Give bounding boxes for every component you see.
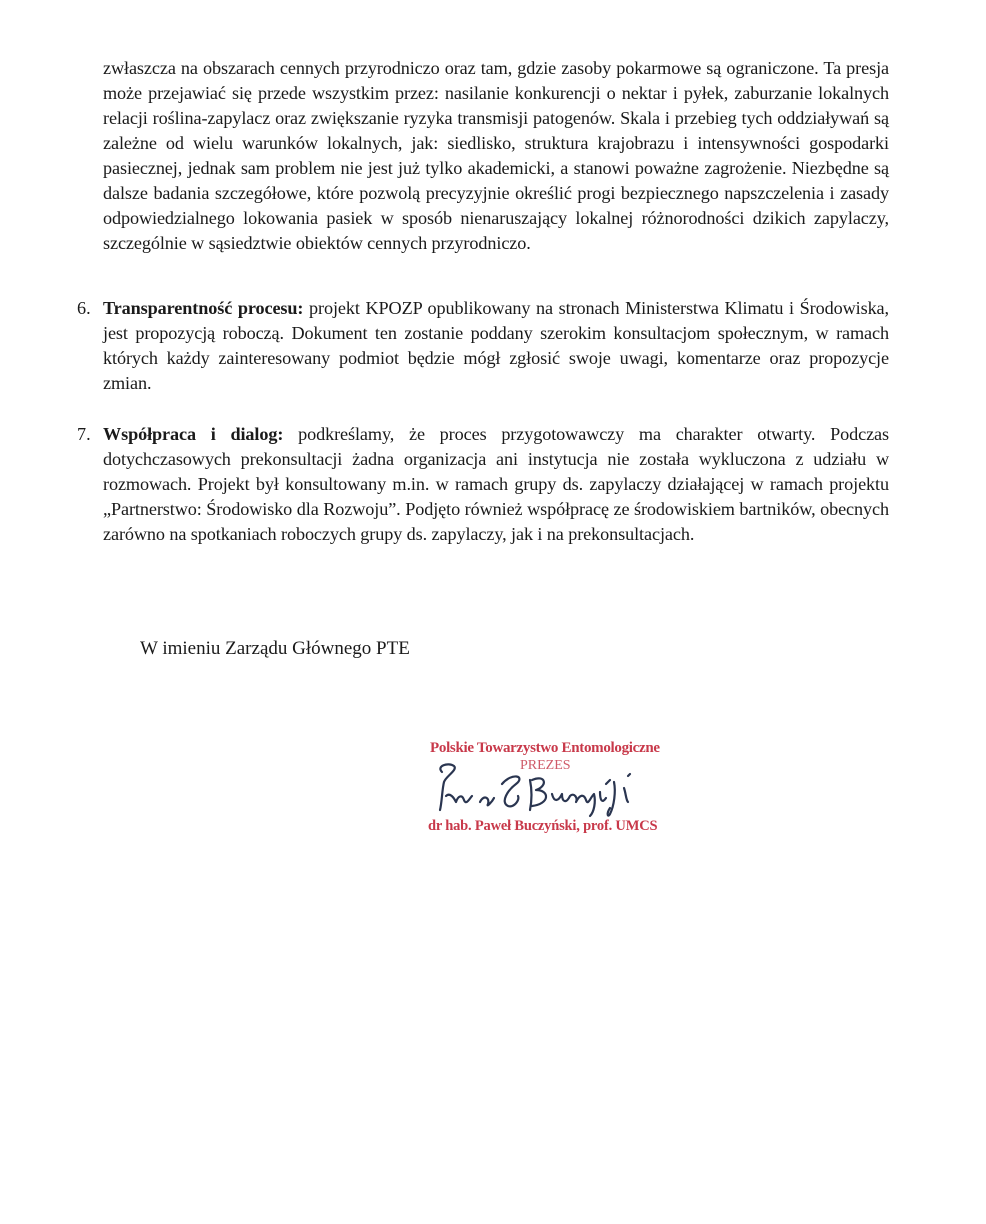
- list-item-body: [103, 296, 889, 396]
- list-item-heading: Współpraca i dialog:: [103, 424, 284, 444]
- list-number: 7.: [77, 424, 91, 444]
- signature-stamp: [428, 740, 678, 845]
- list-item-body: [103, 422, 889, 547]
- closing-line: W imieniu Zarządu Głównego PTE: [140, 638, 410, 659]
- list-item-7: [77, 422, 889, 547]
- stamp-signatory: dr hab. Paweł Buczyński, prof. UMCS: [428, 818, 658, 834]
- continuation-paragraph: zwłaszcza na obszarach cennych przyrodniczo oraz tam, gdzie zasoby pokarmowe są ograniczone. Ta presja może przejawiać się przede wszystkim przez: nasilanie konkurencji o nektar i pyłek, zaburzanie lokalnych relacji roślina-zapylacz oraz zwiększanie ryzyka transmisji patogenów. Skala i przebieg tych oddziaływań są zależne od wielu warunków lokalnych, jak: siedlisko, struktura krajobrazu i intensywności gospodarki pasiecznej, jednak sam problem nie jest już tylko akademicki, a stanowi poważne zagrożenie. Niezbędne są dalsze badania szczegółowe, które pozwolą precyzyjnie określić progi bezpiecznego napszczelenia i zasady odpowiedzialnego lokowania pasiek w sposób nienaruszający lokalnej różnorodności dzikich zapylaczy, szczególnie w sąsiedztwie obiektów cennych przyrodniczo.: [103, 58, 889, 253]
- handwritten-signature-icon: [428, 762, 678, 822]
- list-item-text: podkreślamy, że proces przygotowawczy ma charakter otwarty. Podczas dotychczasowych prekonsultacji żadna organizacja ani instytucja nie została wykluczona z udziału w rozmowach. Projekt był konsultowany m.in. w ramach grupy ds. zapylaczy działającej w ramach projektu „Partnerstwo: Środowisko dla Rozwoju”. Podjęto również współpracę ze środowiskiem bartników, obecnych zarówno na spotkaniach roboczych grupy ds. zapylaczy, jak i na prekonsultacjach.: [103, 424, 889, 544]
- list-item-6: [77, 296, 889, 396]
- stamp-role: PREZES: [520, 758, 571, 773]
- stamp-organization: Polskie Towarzystwo Entomologiczne: [430, 740, 660, 756]
- list-item-text: projekt KPOZP opublikowany na stronach Ministerstwa Klimatu i Środowiska, jest propozycją roboczą. Dokument ten zostanie poddany szerokim konsultacjom społecznym, w ramach których każdy zainteresowany podmiot będzie mógł zgłosić swoje uwagi, komentarze oraz propozycje zmian.: [103, 298, 889, 393]
- list-number: 6.: [77, 298, 91, 318]
- list-item-heading: Transparentność procesu:: [103, 298, 304, 318]
